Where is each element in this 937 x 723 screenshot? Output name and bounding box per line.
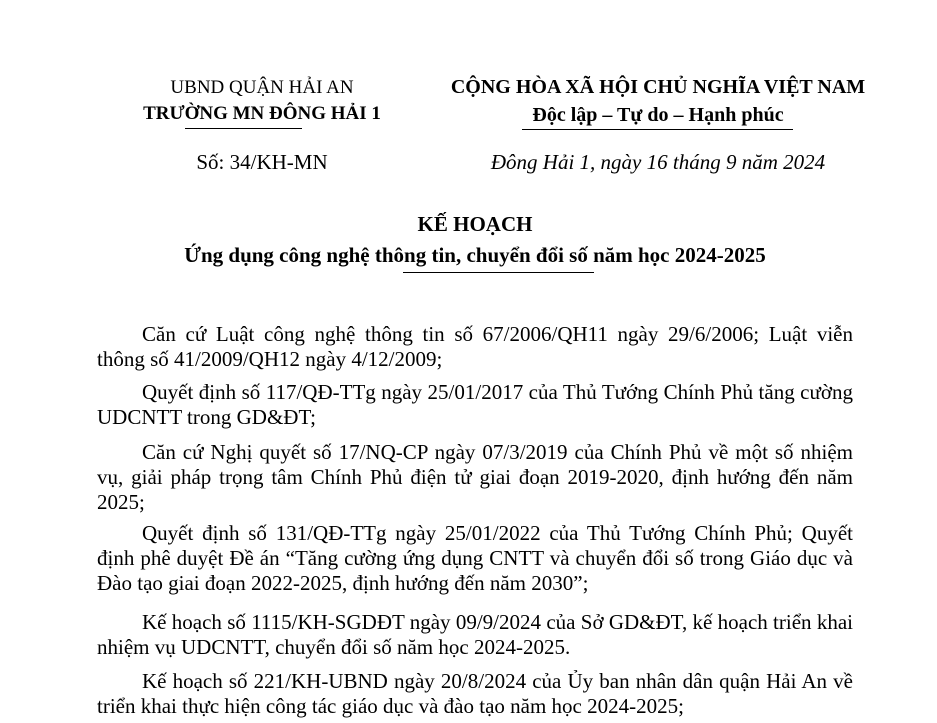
legal-basis-paragraph: Quyết định số 117/QĐ-TTg ngày 25/01/2017 của Thủ Tướng Chính Phủ tăng cường UDCNTT trong GD&ĐT; [97,380,853,429]
legal-basis-paragraph: Kế hoạch số 1115/KH-SGDĐT ngày 09/9/2024 của Sở GD&ĐT, kế hoạch triển khai nhiệm vụ UDCNTT, chuyển đổi số năm học 2024-2025. [97,610,853,659]
legal-basis-paragraph: Quyết định số 131/QĐ-TTg ngày 25/01/2022 của Thủ Tướng Chính Phủ; Quyết định phê duyệt Đề án “Tăng cường ứng dụng CNTT và chuyển đổi số trong Giáo dục và Đào tạo giai đoạn 2022-2025, định hướng đến năm 2030”; [97,521,853,595]
legal-basis-paragraph: Căn cứ Nghị quyết số 17/NQ-CP ngày 07/3/2019 của Chính Phủ về một số nhiệm vụ, giải pháp trọng tâm Chính Phủ điện tử giai đoạn 2019-2020, định hướng đến năm 2025; [97,440,853,514]
national-motto: Độc lập – Tự do – Hạnh phúc [532,104,784,126]
document-subject: Ứng dụng công nghệ thông tin, chuyển đổi số năm học 2024-2025 [184,243,766,267]
legal-basis-paragraph: Kế hoạch số 221/KH-UBND ngày 20/8/2024 của Ủy ban nhân dân quận Hải An về triển khai thực hiện công tác giáo dục và đào tạo năm học 2024-2025; [97,669,853,718]
place-and-date: Đông Hải 1, ngày 16 tháng 9 năm 2024 [490,150,826,174]
school-name: TRƯỜNG MN ĐÔNG HẢI 1 [143,103,381,124]
issuing-authority: UBND QUẬN HẢI AN [170,77,354,98]
document-type-title: KẾ HOẠCH [417,212,533,236]
country-name: CỘNG HÒA XÃ HỘI CHỦ NGHĨA VIỆT NAM [450,76,866,98]
subject-underline [403,272,594,273]
legal-basis-paragraph: Căn cứ Luật công nghệ thông tin số 67/2006/QH11 ngày 29/6/2006; Luật viễn thông số 41/2009/QH12 ngày 4/12/2009; [97,322,853,371]
school-name-underline [185,128,302,129]
motto-underline [522,129,793,130]
document-number: Số: 34/KH-MN [196,150,328,174]
